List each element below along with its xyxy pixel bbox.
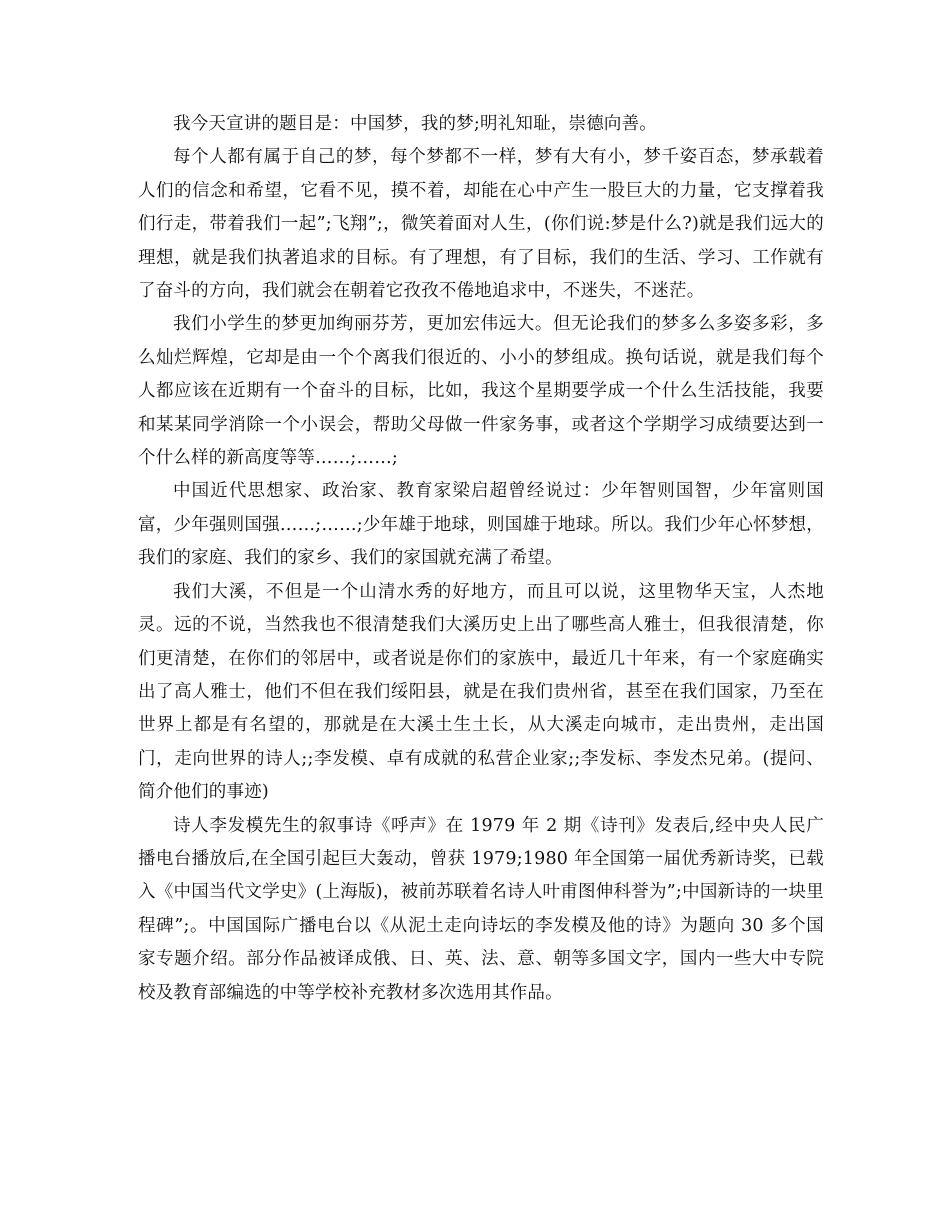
paragraph-6: 诗人李发模先生的叙事诗《呼声》在 1979 年 2 期《诗刊》发表后,经中央人民广播电台播放后,在全国引起巨大轰动，曾获 1979;1980 年全国第一届优秀新诗奖，已载入《中国当代文学史》(上海版)，被前苏联着名诗人叶甫图伸科誉为”;中国新诗的一块里程碑”;。中国国际广播电台以《从泥土走向诗坛的李发模及他的诗》为题向 30 多个国家专题介绍。部分作品被译成俄、日、英、法、意、朝等多国文字，国内一些大中专院校及教育部编选的中等学校补充教材多次选用其作品。 — [138, 815, 824, 1003]
paragraph-1: 我今天宣讲的题目是：中国梦，我的梦;明礼知耻，崇德向善。 — [173, 114, 657, 134]
paragraph-2: 每个人都有属于自己的梦，每个梦都不一样，梦有大有小，梦千姿百态，梦承载着人们的信念和希望，它看不见，摸不着，却能在心中产生一股巨大的力量，它支撑着我们行走，带着我们一起”;飞翔”;，微笑着面对人生，(你们说:梦是什么?)就是我们远大的理想，就是我们执著追求的目标。有了理想，有了目标，我们的生活、学习、工作就有了奋斗的方向，我们就会在朝着它孜孜不倦地追求中，不迷失，不迷茫。 — [138, 147, 824, 302]
paragraph-5: 我们大溪，不但是一个山清水秀的好地方，而且可以说，这里物华天宝，人杰地灵。远的不说，当然我也不很清楚我们大溪历史上出了哪些高人雅士，但我很清楚，你们更清楚，在你们的邻居中，或者说是你们的家族中，最近几十年来，有一个家庭确实出了高人雅士，他们不但在我们绥阳县，就是在我们贵州省，甚至在我们国家，乃至在世界上都是有名望的，那就是在大溪土生土长，从大溪走向城市，走出贵州，走出国门，走向世界的诗人;;李发模、卓有成就的私营企业家;;李发标、李发杰兄弟。(提问、简介他们的事迹) — [138, 581, 824, 803]
paragraph-3: 我们小学生的梦更加绚丽芬芳，更加宏伟远大。但无论我们的梦多么多姿多彩，多么灿烂辉煌，它却是由一个个离我们很近的、小小的梦组成。换句话说，就是我们每个人都应该在近期有一个奋斗的目标，比如，我这个星期要学成一个什么生活技能，我要和某某同学消除一个小误会，帮助父母做一件家务事，或者这个学期学习成绩要达到一个什么样的新高度等等……;……; — [138, 314, 824, 469]
paragraph-4: 中国近代思想家、政治家、教育家梁启超曾经说过：少年智则国智，少年富则国富，少年强则国强……;……;少年雄于地球，则国雄于地球。所以。我们少年心怀梦想，我们的家庭、我们的家乡、我们的家国就充满了希望。 — [138, 481, 824, 569]
